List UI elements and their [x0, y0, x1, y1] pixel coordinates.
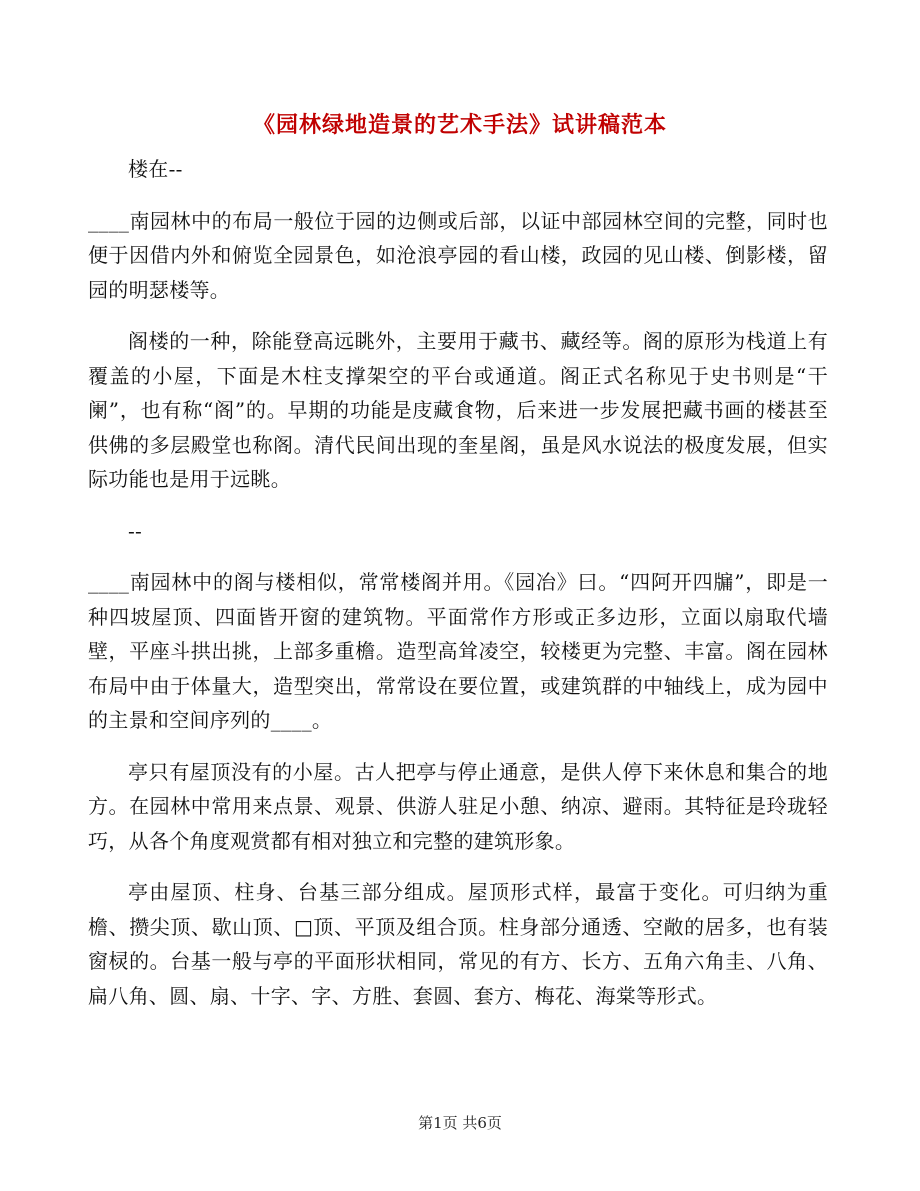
paragraph-7: 亭由屋顶、柱身、台基三部分组成。屋顶形式样，最富于变化。可归纳为重檐、攒尖顶、歇山顶、□顶、平顶及组合顶。柱身部分通透、空敞的居多，也有装窗棂的。台基一般与亭的平面形状相同，常见的有方、长方、五角六角圭、八角、扁八角、圆、扇、十字、字、方胜、套圆、套方、梅花、海棠等形式。 [88, 880, 828, 1008]
paragraph-2: ____南园林中的布局一般位于园的边侧或后部，以证中部园林空间的完整，同时也便于因借内外和俯览全园景色，如沧浪亭园的看山楼，政园的见山楼、倒影楼，留园的明瑟楼等。 [88, 208, 828, 302]
paragraph-3: 阁楼的一种，除能登高远眺外，主要用于藏书、藏经等。阁的原形为栈道上有覆盖的小屋，下面是木柱支撑架空的平台或通道。阁正式名称见于史书则是“干阑”，也有称“阁”的。早期的功能是庋藏食物，后来进一步发展把藏书画的楼甚至供佛的多层殿堂也称阁。清代民间出现的奎星阁，虽是风水说法的极度发展，但实际功能也是用于远眺。 [88, 329, 828, 491]
paragraph-5: ____南园林中的阁与楼相似，常常楼阁并用。《园冶》曰。“四阿开四牖”，即是一种四坡屋顶、四面皆开窗的建筑物。平面常作方形或正多边形，立面以扇取代墙壁，平座斗拱出挑，上部多重檐。造型高耸凌空，较楼更为完整、丰富。阁在园林布局中由于体量大，造型突出，常常设在要位置，或建筑群的中轴线上，成为园中的主景和空间序列的____。 [88, 570, 828, 732]
document-body [88, 152, 828, 1013]
paragraph-4: -- [128, 518, 143, 543]
paragraph-1: 楼在-- [128, 157, 183, 181]
page-number: 第1页 共6页 [418, 1114, 502, 1132]
paragraph-6: 亭只有屋顶没有的小屋。古人把亭与停止通意，是供人停下来休息和集合的地方。在园林中常用来点景、观景、供游人驻足小憩、纳凉、避雨。其特征是玲珑轻巧，从各个角度观赏都有相对独立和完整的建筑形象。 [88, 759, 828, 853]
document-title: 《园林绿地造景的艺术手法》试讲稿范本 [252, 112, 667, 138]
